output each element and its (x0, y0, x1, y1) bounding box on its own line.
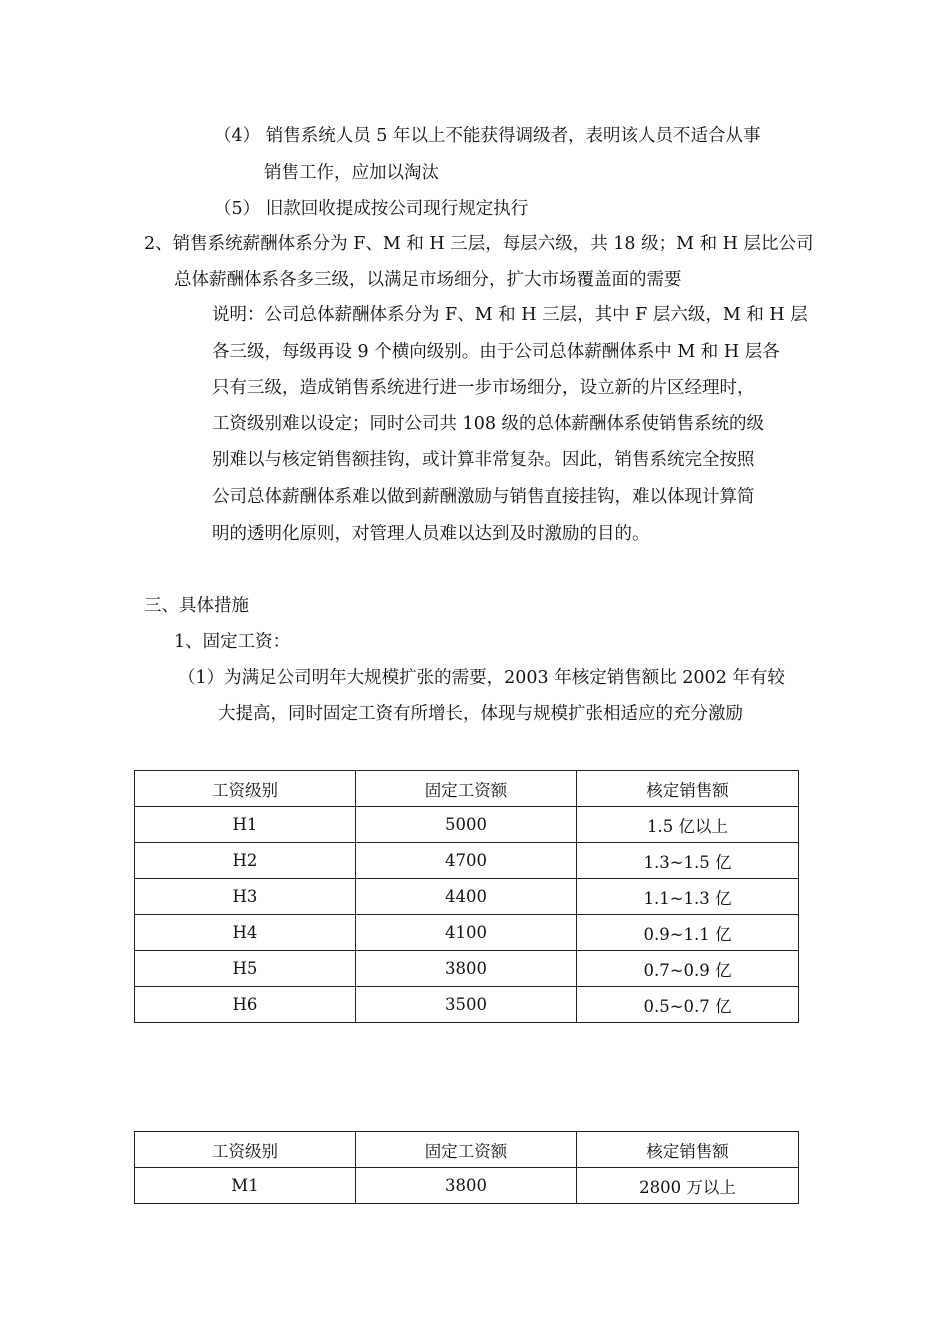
paragraph-line: 工资级别难以设定；同时公司共 108 级的总体薪酬体系使销售系统的级 (212, 414, 765, 434)
level-cell: H4 (135, 915, 356, 951)
paragraph-line: 大提高，同时固定工资有所增长，体现与规模扩张相适应的充分激励 (218, 704, 743, 724)
subsection-heading: 1、固定工资： (174, 632, 291, 652)
salary-cell: 5000 (356, 807, 577, 843)
header-cell: 核定销售额 (577, 1132, 799, 1168)
table-row (135, 915, 799, 951)
table-row (135, 951, 799, 987)
level-cell: H3 (135, 879, 356, 915)
table-row (135, 879, 799, 915)
section-heading: 三、具体措施 (144, 596, 249, 616)
header-cell: 工资级别 (135, 771, 356, 807)
table-header-row (135, 1132, 799, 1168)
salary-table-m (134, 1131, 799, 1204)
table-row (135, 843, 799, 879)
paragraph-line: 销售工作，应加以淘汰 (264, 163, 439, 183)
salary-cell: 3500 (356, 987, 577, 1023)
salary-cell: 3800 (356, 951, 577, 987)
paragraph-line: 明的透明化原则，对管理人员难以达到及时激励的目的。 (212, 524, 650, 544)
salary-cell: 4400 (356, 879, 577, 915)
table-header-row (135, 771, 799, 807)
paragraph-line: 说明：公司总体薪酬体系分为 F、M 和 H 三层，其中 F 层六级，M 和 H 层 (212, 305, 808, 325)
table-row (135, 807, 799, 843)
sales-cell: 0.5~0.7 亿 (577, 987, 799, 1023)
paragraph-line: 别难以与核定销售额挂钩，或计算非常复杂。因此，销售系统完全按照 (212, 450, 755, 470)
sales-cell: 0.9~1.1 亿 (577, 915, 799, 951)
sales-cell: 2800 万以上 (577, 1168, 799, 1204)
header-cell: 工资级别 (135, 1132, 356, 1168)
level-cell: M1 (135, 1168, 356, 1204)
paragraph-line: 各三级，每级再设 9 个横向级别。由于公司总体薪酬体系中 M 和 H 层各 (212, 342, 780, 362)
sales-cell: 1.5 亿以上 (577, 807, 799, 843)
paragraph-line: 只有三级，造成销售系统进行进一步市场细分，设立新的片区经理时， (212, 378, 755, 398)
table-row (135, 987, 799, 1023)
sales-cell: 1.1~1.3 亿 (577, 879, 799, 915)
table-row (135, 1168, 799, 1204)
salary-cell: 4100 (356, 915, 577, 951)
sales-cell: 0.7~0.9 亿 (577, 951, 799, 987)
salary-cell: 4700 (356, 843, 577, 879)
paragraph-line: （1）为满足公司明年大规模扩张的需要，2003 年核定销售额比 2002 年有较 (178, 668, 785, 688)
sales-cell: 1.3~1.5 亿 (577, 843, 799, 879)
paragraph-line: 公司总体薪酬体系难以做到薪酬激励与销售直接挂钩，难以体现计算简 (212, 487, 755, 507)
level-cell: H5 (135, 951, 356, 987)
paragraph-line: （4） 销售系统人员 5 年以上不能获得调级者，表明该人员不适合从事 (214, 126, 761, 146)
header-cell: 核定销售额 (577, 771, 799, 807)
salary-cell: 3800 (356, 1168, 577, 1204)
header-cell: 固定工资额 (356, 771, 577, 807)
header-cell: 固定工资额 (356, 1132, 577, 1168)
paragraph-line: 总体薪酬体系各多三级，以满足市场细分，扩大市场覆盖面的需要 (174, 270, 682, 290)
level-cell: H2 (135, 843, 356, 879)
paragraph-line: 2、销售系统薪酬体系分为 F、M 和 H 三层，每层六级，共 18 级；M 和 H 层比公司 (144, 234, 814, 254)
salary-table-h (134, 770, 799, 1023)
level-cell: H6 (135, 987, 356, 1023)
level-cell: H1 (135, 807, 356, 843)
paragraph-line: （5） 旧款回收提成按公司现行规定执行 (214, 199, 529, 219)
